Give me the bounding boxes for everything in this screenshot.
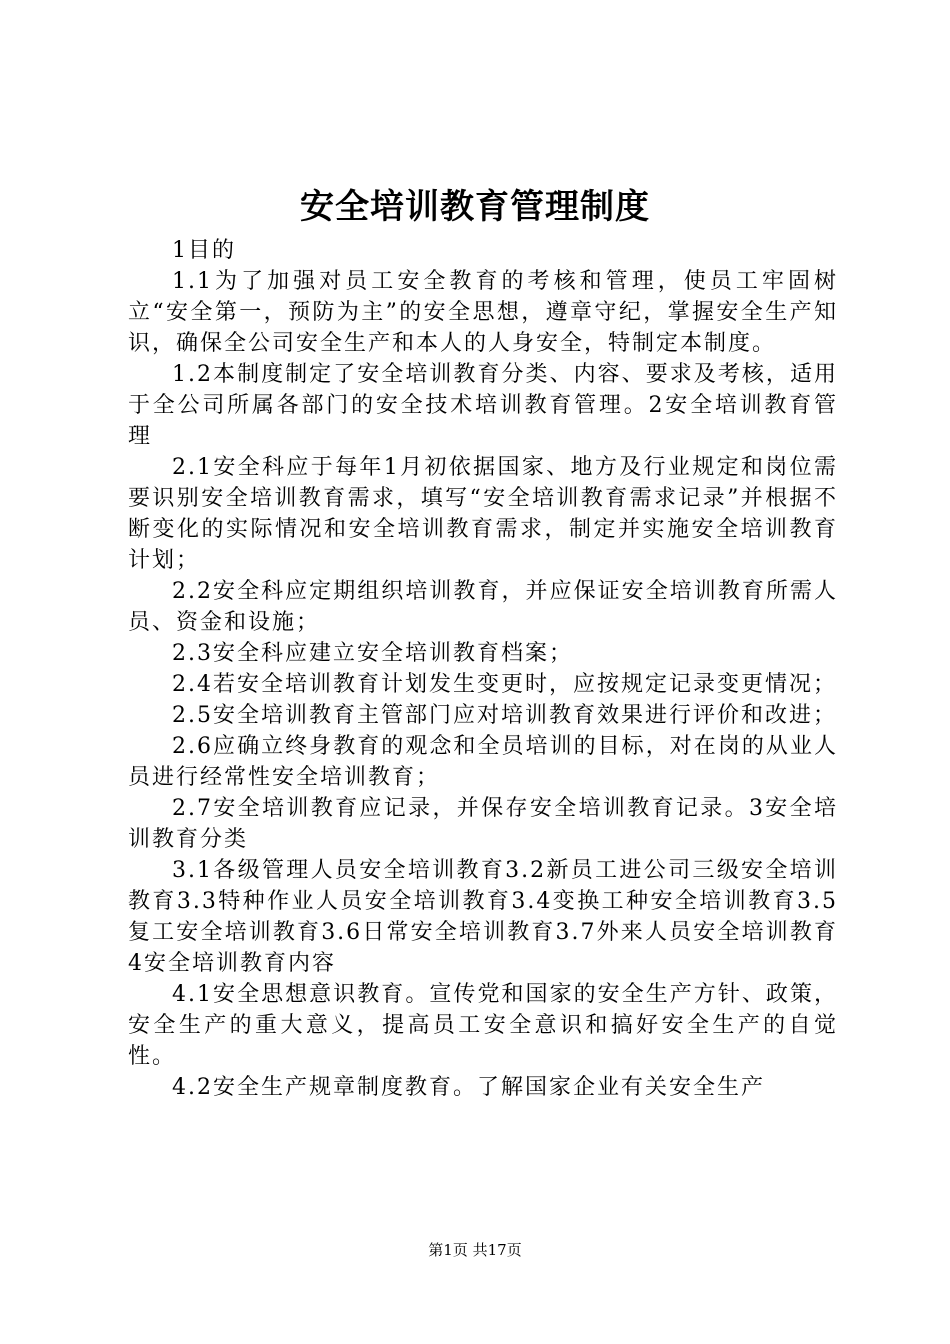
paragraph-2-3: 2.3安全科应建立安全培训教育档案；	[172, 641, 573, 666]
paragraph-4-2: 4.2安全生产规章制度教育。了解国家企业有关安全生产	[172, 1075, 765, 1100]
document-title: 安全培训教育管理制度	[300, 187, 650, 227]
paragraph-2-7: 2.7安全培训教育应记录，并保存安全培训教育记录。3安全培训教育分类	[128, 796, 838, 852]
paragraph-2-1: 2.1安全科应于每年1月初依据国家、地方及行业规定和岗位需要识别安全培训教育需求，填写“安全培训教育需求记录”并根据不断变化的实际情况和安全培训教育需求，制定并实施安全培训教育计划；	[128, 455, 838, 573]
document-body	[128, 235, 838, 1103]
paragraph-2-6: 2.6应确立终身教育的观念和全员培训的目标，对在岗的从业人员进行经常性安全培训教育；	[128, 734, 838, 790]
page-footer: 第1页 共17页	[428, 1241, 522, 1259]
paragraph-1: 1目的	[172, 238, 236, 263]
paragraph-3-1: 3.1各级管理人员安全培训教育3.2新员工进公司三级安全培训教育3.3特种作业人员安全培训教育3.4变换工种安全培训教育3.5复工安全培训教育3.6日常安全培训教育3.7外来人员安全培训教育4安全培训教育内容	[128, 858, 838, 976]
paragraph-2-2: 2.2安全科应定期组织培训教育，并应保证安全培训教育所需人员、资金和设施；	[128, 579, 838, 635]
paragraph-1-2: 1.2本制度制定了安全培训教育分类、内容、要求及考核，适用于全公司所属各部门的安全技术培训教育管理。2安全培训教育管理	[128, 362, 838, 449]
paragraph-2-5: 2.5安全培训教育主管部门应对培训教育效果进行评价和改进；	[172, 703, 837, 728]
paragraph-4-1: 4.1安全思想意识教育。宣传党和国家的安全生产方针、政策，安全生产的重大意义，提高员工安全意识和搞好安全生产的自觉性。	[128, 982, 838, 1069]
paragraph-1-1: 1.1为了加强对员工安全教育的考核和管理，使员工牢固树立“安全第一，预防为主”的安全思想，遵章守纪，掌握安全生产知识，确保全公司安全生产和本人的人身安全，特制定本制度。	[128, 269, 838, 356]
paragraph-2-4: 2.4若安全培训教育计划发生变更时，应按规定记录变更情况；	[172, 672, 837, 697]
